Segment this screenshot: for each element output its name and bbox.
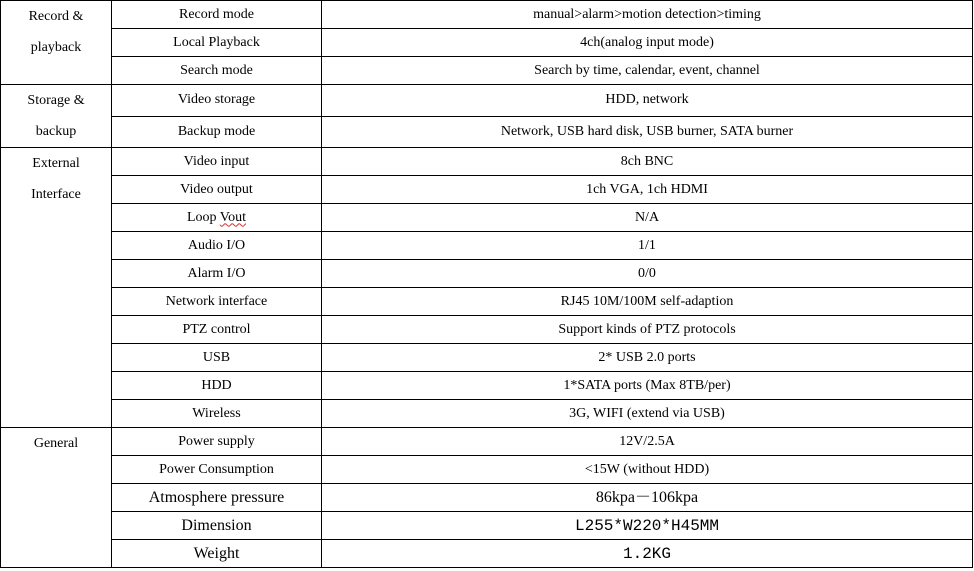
- table-row: [1, 484, 973, 512]
- param-loop-vout-prefix: Loop: [186, 209, 220, 225]
- value-video-input: 8ch BNC: [322, 148, 973, 176]
- value-record-mode: manual>alarm>motion detection>timing: [322, 1, 973, 29]
- category-line: Record &: [28, 9, 84, 24]
- table-row: [1, 512, 973, 540]
- param-atmosphere-pressure: Atmosphere pressure: [112, 484, 322, 512]
- table-row: [1, 372, 973, 400]
- table-row: [1, 540, 973, 568]
- value-loop-vout: N/A: [322, 204, 973, 232]
- category-line: backup: [35, 124, 77, 139]
- value-backup-mode: Network, USB hard disk, USB burner, SATA burner: [322, 116, 973, 148]
- param-alarm-io: Alarm I/O: [112, 260, 322, 288]
- table-row: [1, 85, 973, 117]
- param-ptz-control: PTZ control: [112, 316, 322, 344]
- param-video-input: Video input: [112, 148, 322, 176]
- table-row: [1, 456, 973, 484]
- param-network-interface: Network interface: [112, 288, 322, 316]
- param-video-storage: Video storage: [112, 85, 322, 117]
- value-atmosphere-pressure: 86kpa－106kpa: [322, 484, 973, 512]
- table-row: [1, 316, 973, 344]
- category-line: Interface: [31, 187, 81, 202]
- value-power-consumption: <15W (without HDD): [322, 456, 973, 484]
- param-video-output: Video output: [112, 176, 322, 204]
- table-row: [1, 148, 973, 176]
- param-weight: Weight: [112, 540, 322, 568]
- table-row: [1, 116, 973, 148]
- value-network-interface: RJ45 10M/100M self-adaption: [322, 288, 973, 316]
- value-wireless: 3G, WIFI (extend via USB): [322, 400, 973, 428]
- table-row: [1, 176, 973, 204]
- value-audio-io: 1/1: [322, 232, 973, 260]
- table-row: [1, 400, 973, 428]
- category-record-playback: [1, 1, 112, 85]
- value-video-output: 1ch VGA, 1ch HDMI: [322, 176, 973, 204]
- table-row: [1, 260, 973, 288]
- param-loop-vout-suffix: Vout: [219, 209, 246, 225]
- param-record-mode: Record mode: [112, 1, 322, 29]
- category-general: [1, 428, 112, 568]
- param-search-mode: Search mode: [112, 57, 322, 85]
- value-power-supply: 12V/2.5A: [322, 428, 973, 456]
- value-local-playback: 4ch(analog input mode): [322, 29, 973, 57]
- category-line: Storage &: [27, 93, 85, 108]
- param-hdd: HDD: [112, 372, 322, 400]
- table-row: [1, 428, 973, 456]
- table-row: [1, 344, 973, 372]
- table-row: [1, 57, 973, 85]
- table-row: [1, 232, 973, 260]
- table-row: [1, 288, 973, 316]
- value-ptz-control: Support kinds of PTZ protocols: [322, 316, 973, 344]
- param-usb: USB: [112, 344, 322, 372]
- table-row: [1, 204, 973, 232]
- param-power-supply: Power supply: [112, 428, 322, 456]
- param-backup-mode: Backup mode: [112, 116, 322, 148]
- category-line: External: [32, 156, 80, 171]
- param-local-playback: Local Playback: [112, 29, 322, 57]
- param-audio-io: Audio I/O: [112, 232, 322, 260]
- category-external-interface: [1, 148, 112, 428]
- value-usb: 2* USB 2.0 ports: [322, 344, 973, 372]
- param-loop-vout: [112, 204, 322, 232]
- category-line: General: [33, 436, 79, 451]
- value-video-storage: HDD, network: [322, 85, 973, 117]
- value-weight: 1.2KG: [322, 540, 973, 568]
- param-dimension: Dimension: [112, 512, 322, 540]
- param-wireless: Wireless: [112, 400, 322, 428]
- category-storage-backup: [1, 85, 112, 148]
- table-row: [1, 29, 973, 57]
- table-row: [1, 1, 973, 29]
- value-alarm-io: 0/0: [322, 260, 973, 288]
- value-dimension: L255*W220*H45MM: [322, 512, 973, 540]
- value-search-mode: Search by time, calendar, event, channel: [322, 57, 973, 85]
- param-power-consumption: Power Consumption: [112, 456, 322, 484]
- category-line: playback: [30, 40, 82, 55]
- value-hdd: 1*SATA ports (Max 8TB/per): [322, 372, 973, 400]
